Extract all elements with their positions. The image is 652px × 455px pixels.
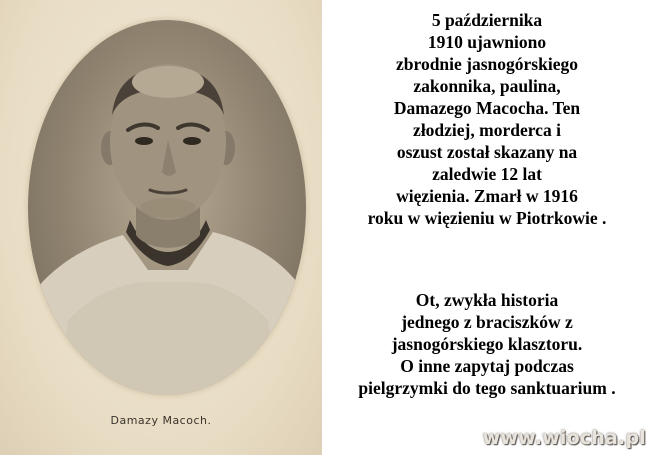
cropped-top-text — [0, 0, 322, 6]
text-line: 5 października — [431, 10, 543, 30]
text-line: jednego z braciszków z — [401, 312, 573, 332]
photo-caption: Damazy Macoch. — [110, 414, 212, 427]
text-line: pielgrzymki do tego sanktuarium . — [358, 378, 616, 398]
portrait-image — [28, 20, 306, 395]
text-line: zaledwie 12 lat — [432, 164, 542, 184]
portrait-oval — [28, 20, 306, 395]
text-line: O inne zapytaj podczas — [400, 356, 574, 376]
archival-photo-panel — [0, 0, 322, 455]
text-line: Ot, zwykła historia — [415, 290, 559, 310]
text-line: jasnogórskiego klasztoru. — [391, 334, 583, 354]
text-panel — [322, 0, 652, 455]
text-line: więzienia. Zmarł w 1916 — [396, 186, 578, 206]
paragraph-2 — [322, 289, 652, 399]
text-line: złodziej, morderca i — [413, 120, 561, 140]
text-line: zakonnika, paulina, — [413, 76, 561, 96]
text-line: oszust został skazany na — [396, 142, 578, 162]
site-watermark: www.wiocha.pl — [482, 427, 646, 449]
text-line: roku w więzieniu w Piotrkowie . — [367, 208, 607, 228]
paragraph-1 — [322, 9, 652, 229]
text-line: Damazego Macocha. Ten — [393, 98, 581, 118]
text-line: 1910 ujawniono — [427, 32, 547, 52]
text-line: zbrodnie jasnogórskiego — [396, 54, 578, 74]
